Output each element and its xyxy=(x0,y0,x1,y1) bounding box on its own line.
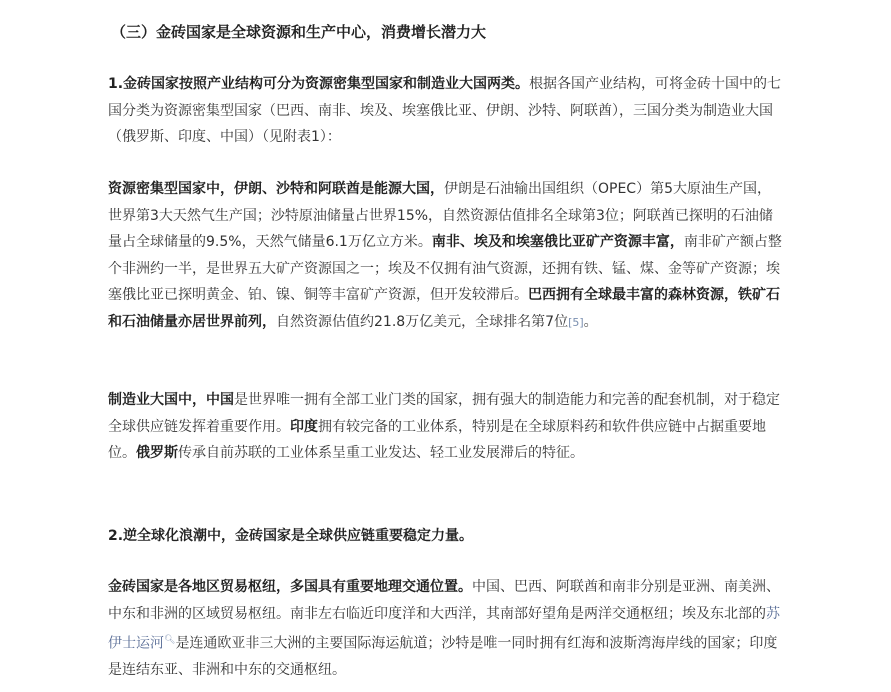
trade-hub-text-end: 是连通欧亚非三大洲的主要国际海运航道；沙特是唯一同时拥有红海和波斯湾海岸线的国家；印度是连结东亚、非洲和中东的交通枢纽。 xyxy=(108,635,778,679)
energy-countries-lead: 资源密集型国家中，伊朗、沙特和阿联酋是能源大国， xyxy=(108,181,444,197)
brazil-lead: 巴西拥有全球最丰富的森林资源，铁矿石和石油储量亦居世界前列， xyxy=(108,287,780,330)
paragraph-lead: 1.金砖国家按照产业结构可分为资源密集型国家和制造业大国两类。 xyxy=(108,76,530,92)
trade-hub-text: 中国、巴西、阿联酋和南非分别是亚洲、南美洲、中东和非洲的区域贸易枢纽。南非左右临近印度洋和大西洋，其南部好望角是两洋交通枢纽；埃及东北部的 xyxy=(108,579,780,622)
india-text: 拥有较完备的工业体系，特别是在全球原料药和软件供应链中占据重要地位。 xyxy=(108,418,766,461)
search-icon[interactable]: 🔍︎ xyxy=(164,635,176,645)
paragraph-trade-hubs xyxy=(108,574,784,684)
paragraph-manufacturing-countries xyxy=(108,387,784,467)
trade-hub-lead: 金砖国家是各地区贸易枢纽，多国具有重要地理交通位置。 xyxy=(108,579,472,595)
suez-canal-link[interactable]: 苏伊士运河 xyxy=(108,605,780,652)
energy-countries-text: 伊朗是石油输出国组织（OPEC）第5大原油生产国，世界第3大天然气生产国；沙特原油储量占世界15%，自然资源估值排名全球第3位；阿联酋已探明的石油储量占全球储量的9.5%，天然气储量6.1万亿立方米。 xyxy=(108,181,773,250)
section-heading: （三）金砖国家是全球资源和生产中心，消费增长潜力大 xyxy=(111,23,487,41)
subheading-text: 2.逆全球化浪潮中，金砖国家是全球供应链重要稳定力量。 xyxy=(108,528,474,544)
paragraph-resource-countries xyxy=(108,176,784,336)
russia-lead: 俄罗斯 xyxy=(136,445,178,461)
brazil-text: 自然资源估值约21.8万亿美元，全球排名第7位 xyxy=(276,313,569,330)
sentence-end: 。 xyxy=(583,313,598,330)
paragraph-body: 根据各国产业结构，可将金砖十国中的七国分类为资源密集型国家（巴西、南非、埃及、埃塞俄比亚、伊朗、沙特、阿联酋），三国分类为制造业大国（俄罗斯、印度、中国）（见附表1）： xyxy=(108,76,782,145)
subheading-supply-chain xyxy=(108,523,784,550)
china-lead: 制造业大国中，中国 xyxy=(108,392,234,408)
mineral-countries-lead: 南非、埃及和埃塞俄比亚矿产资源丰富， xyxy=(431,234,684,250)
russia-text: 传承自前苏联的工业体系呈重工业发达、轻工业发展滞后的特征。 xyxy=(178,445,584,461)
india-lead: 印度 xyxy=(290,418,318,435)
paragraph-industry-structure xyxy=(108,71,784,151)
mineral-countries-text: 南非矿产额占整个非洲约一半，是世界五大矿产资源国之一；埃及不仅拥有油气资源，还拥有铁、锰、煤、金等矿产资源；埃塞俄比亚已探明黄金、铂、镍、铜等丰富矿产资源，但开发较滞后。 xyxy=(108,234,782,303)
citation-link[interactable]: [5] xyxy=(568,315,584,329)
china-text: 是世界唯一拥有全部工业门类的国家，拥有强大的制造能力和完善的配套机制，对于稳定全球供应链发挥着重要作用。 xyxy=(108,392,780,435)
